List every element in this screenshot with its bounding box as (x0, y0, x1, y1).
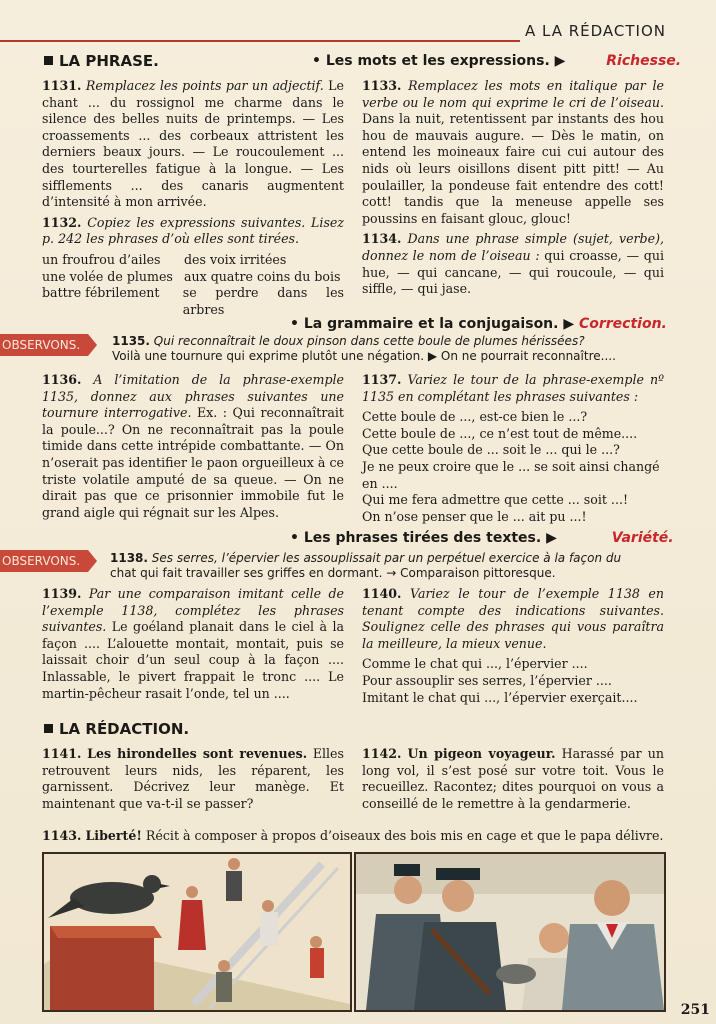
square-bullet-icon (44, 56, 53, 65)
exercise-1132: 1132. Copiez les expressions suivantes. Lisez p. 242 les phrases d’où elles sont tirées. (42, 214, 344, 247)
expression-row: une volée de plumes aux quatre coins du bois (42, 268, 341, 284)
section-heading-phrase: LA PHRASE. (44, 52, 159, 70)
page-number: 251 (680, 1002, 710, 1018)
illustration-pigeon-toit (42, 852, 352, 1012)
illustration-gendarmerie (354, 852, 666, 1012)
left-column-top (42, 78, 344, 318)
expression-row: battre fébrilement se perdre dans les arbres (42, 285, 344, 317)
subheading-mots: • Les mots et les expressions. ▶ Richesse. (312, 53, 682, 69)
section-heading-redaction: LA RÉDACTION. (44, 720, 189, 738)
running-header: A LA RÉDACTION (524, 22, 666, 40)
exercise-1143: 1143. Liberté! Récit à composer à propos d’oiseaux des bois mis en cage et que le papa délivre. (42, 828, 664, 843)
observons-1138: 1138. Ses serres, l’épervier les assouplissait par un perpétuel exercice à la façon du chat qui fait travailler ses griffes en dormant. → Comparaison pittoresque. (110, 551, 622, 580)
exercise-1136: 1136. A l’imitation de la phrase-exemple 1135, donnez aux phrases suivantes une tournure interrogative. Ex. : Qui reconnaîtrait la poule...? On ne reconnaîtrait pas la poule timide dans cette intrépide combattante. — On n’oserait pas identifier le paon orgueilleux à ce triste volatile amputé de sa queue. — On ne dirait pas que ce prisonnier immobile fut le grand aigle qui régnait sur les Alpes. (42, 372, 344, 520)
subheading-grammaire: • La grammaire et la conjugaison. ▶ Correction. (290, 316, 667, 332)
observons-tag: OBSERVONS. (0, 550, 88, 572)
exercise-1137: 1137. Variez le tour de la phrase-exemple nº 1135 en complétant les phrases suivantes : Cette boule de ..., est-ce bien le ...? Cette boule de ..., ce n’est tout de même.... Que cette boule de ... soit le ... qui le ...? Je ne peux croire que le ... se soit ainsi changé en .... Qui me fera admettre que cette ... soit ...! On n’ose penser que le ... ait pu ...! (362, 372, 664, 524)
exercise-1142: 1142. Un pigeon voyageur. Harassé par un long vol, il s’est posé sur votre toit. Vous le recueillez. Racontez; dites pourquoi on vous a conseillé de le remettre à la gendarmerie. (362, 746, 664, 811)
exercise-1139: 1139. Par une comparaison imitant celle de l’exemple 1138, complétez les phrases suivantes. Le goéland planait dans le ciel à la façon .... L’alouette montait, montait, puis se laissait choir d’un seul coup à la façon .... Inlassable, le pivert frappait le tronc .... Le martin-pêcheur rasait l’onde, tel un .... (42, 586, 344, 701)
exercise-1134: 1134. Dans une phrase simple (sujet, verbe), donnez le nom de l’oiseau : qui croasse, — qui hue, — qui cancane, — qui roucoule, — qui siffle, — qui jase. (362, 231, 664, 297)
observons-1135: 1135. Qui reconnaîtrait le doux pinson dans cette boule de plumes hérissées? Voilà une tournure qui exprime plutôt une négation. ▶ On ne pourrait reconnaître.... (112, 334, 616, 363)
gendarmes-scene-drawing (356, 854, 664, 1010)
right-column-top (362, 78, 664, 302)
subheading-textes: • Les phrases tirées des textes. ▶ Variété. (290, 530, 674, 546)
header-rule (0, 40, 520, 42)
expression-row: un froufrou d’ailes des voix irritées (42, 251, 287, 267)
exercise-1140: 1140. Variez le tour de l’exemple 1138 en tenant compte des indications suivantes. Soulignez celle des phrases qui vous paraîtra la meilleure, la mieux venue. Comme le chat qui ..., l’épervier .... Pour assouplir ses serres, l’épervier .... Imitant le chat qui ..., l’épervier exerçait.... (362, 586, 664, 705)
observons-tag: OBSERVONS. (0, 334, 88, 356)
exercise-1141: 1141. Les hirondelles sont revenues. Elles retrouvent leurs nids, les réparent, les garnissent. Décrivez leur manège. Et maintenant que va-t-il se passer? (42, 746, 344, 811)
square-bullet-icon (44, 724, 53, 733)
pigeon-scene-drawing (44, 854, 350, 1010)
exercise-1131: 1131. Remplacez les points par un adjectif. Le chant ... du rossignol me charme dans le silence des belles nuits de printemps. — Les croassements ... des corbeaux attristent les derniers beaux jours. — Le roucoulement ... des tourterelles fatigue à la longue. — Les sifflements ... des canaris augmentent d’intensité à mon arrivée. (42, 78, 344, 210)
exercise-1133: 1133. Remplacez les mots en italique par le verbe ou le nom qui exprime le cri de l’oiseau. Dans la nuit, retentissent par instants des hou hou de mauvais augure. — Dès le matin, on entend les moineaux faire cui cui autour des nids où leurs oisillons disent pitt pitt! — Au poulailler, la pondeuse fait entendre des cott! cott! tandis que la meneuse appelle ses poussins en faisant glouc, glouc! (362, 78, 664, 226)
